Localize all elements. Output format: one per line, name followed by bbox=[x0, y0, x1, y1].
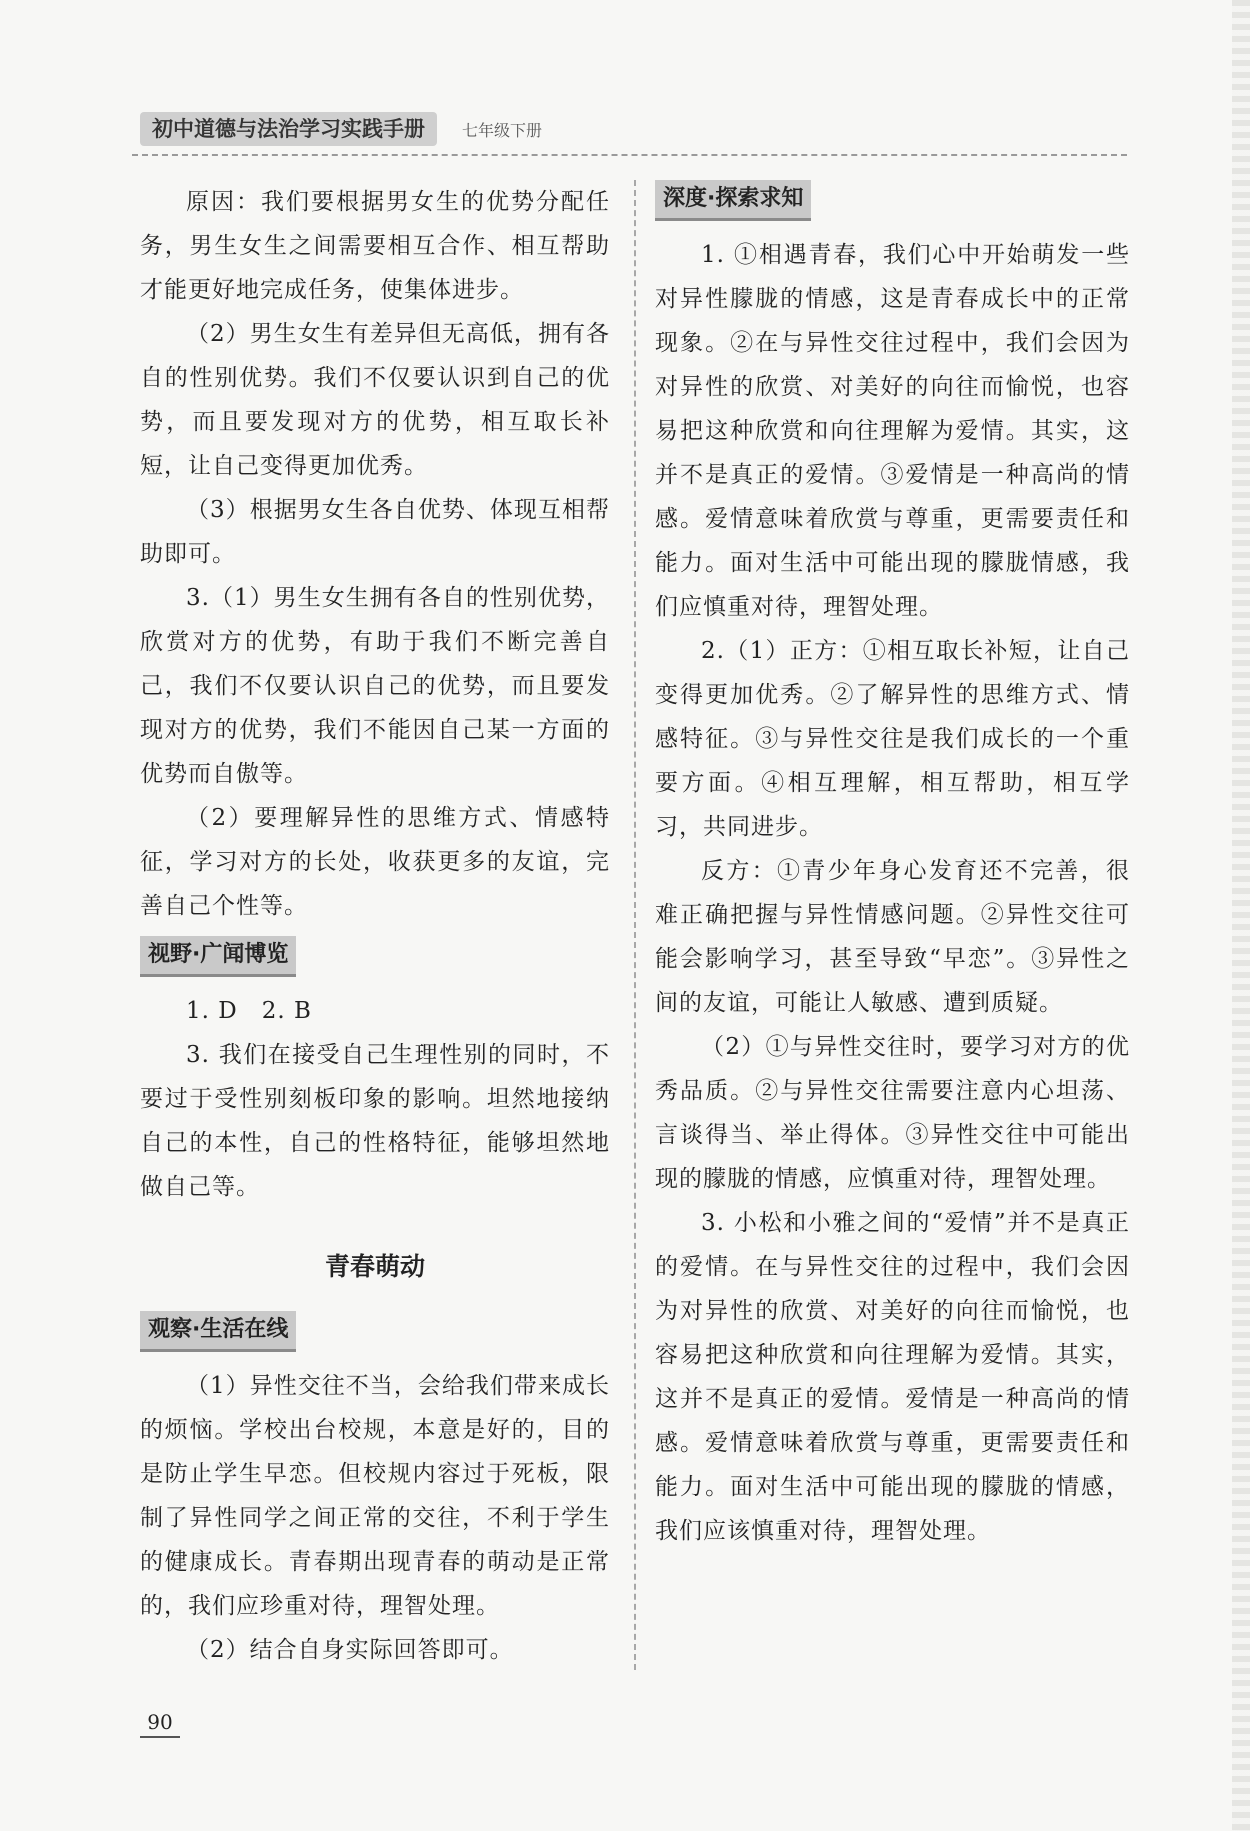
answer-paragraph: 1. D 2. B bbox=[186, 998, 312, 1024]
page-number: 90 bbox=[140, 1708, 180, 1738]
answer-paragraph: （3）根据男女生各自优势、体现互相帮助即可。 bbox=[140, 497, 610, 567]
answer-paragraph: 反方：①青少年身心发育还不完善，很难正确把握与异性情感问题。②异性交往可能会影响学习，甚至导致“早恋”。③异性之间的友谊，可能让人敏感、遭到质疑。 bbox=[655, 858, 1130, 1016]
page-header bbox=[132, 108, 1127, 156]
answer-paragraph: （2）①与异性交往时，要学习对方的优秀品质。②与异性交往需要注意内心坦荡、言谈得当、举止得体。③异性交往中可能出现的朦胧的情感，应慎重对待，理智处理。 bbox=[655, 1034, 1130, 1192]
right-column bbox=[655, 180, 1130, 1553]
answer-paragraph: 2.（1）正方：①相互取长补短，让自己变得更加优秀。②了解异性的思维方式、情感特征。③与异性交往是我们成长的一个重要方面。④相互理解，相互帮助，相互学习，共同进步。 bbox=[655, 638, 1130, 840]
answer-paragraph: 3. 小松和小雅之间的“爱情”并不是真正的爱情。在与异性交往的过程中，我们会因为对异性的欣赏、对美好的向往而愉悦，也容易把这种欣赏和向往理解为爱情。其实，这并不是真正的爱情。爱情是一种高尚的情感。爱情意味着欣赏与尊重，更需要责任和能力。面对生活中可能出现的朦胧的情感，我们应该慎重对待，理智处理。 bbox=[655, 1210, 1130, 1544]
answer-paragraph: 3.（1）男生女生拥有各自的性别优势，欣赏对方的优势，有助于我们不断完善自己，我们不仅要认识自己的优势，而且要发现对方的优势，我们不能因自己某一方面的优势而自傲等。 bbox=[140, 585, 610, 787]
answer-paragraph: 原因：我们要根据男女生的优势分配任务，男生女生之间需要相互合作、相互帮助才能更好地完成任务，使集体进步。 bbox=[140, 189, 610, 303]
answer-paragraph: （2）男生女生有差异但无高低，拥有各自的性别优势。我们不仅要认识到自己的优势，而且要发现对方的优势，相互取长补短，让自己变得更加优秀。 bbox=[140, 321, 610, 479]
section-heading-observe: 观察·生活在线 bbox=[140, 1311, 296, 1352]
chapter-title: 青春萌动 bbox=[324, 1252, 425, 1281]
section-heading-vision: 视野·广闻博览 bbox=[140, 936, 296, 977]
left-column bbox=[140, 180, 610, 1672]
answer-paragraph: 3. 我们在接受自己生理性别的同时，不要过于受性别刻板印象的影响。坦然地接纳自己的本性，自己的性格特征，能够坦然地做自己等。 bbox=[140, 1042, 610, 1200]
section-heading-explore: 深度·探索求知 bbox=[655, 180, 811, 221]
column-divider bbox=[634, 180, 636, 1670]
answer-paragraph: （2）要理解异性的思维方式、情感特征，学习对方的长处，收获更多的友谊，完善自己个性等。 bbox=[140, 805, 610, 919]
book-subtitle: 七年级下册 bbox=[462, 121, 543, 140]
page-edge bbox=[1232, 0, 1250, 1831]
answer-paragraph: （1）异性交往不当，会给我们带来成长的烦恼。学校出台校规，本意是好的，目的是防止学生早恋。但校规内容过于死板，限制了异性同学之间正常的交往，不利于学生的健康成长。青春期出现青春的萌动是正常的，我们应珍重对待，理智处理。 bbox=[140, 1373, 610, 1619]
book-title: 初中道德与法治学习实践手册 bbox=[140, 112, 437, 146]
answer-paragraph: 1. ①相遇青春，我们心中开始萌发一些对异性朦胧的情感，这是青春成长中的正常现象。②在与异性交往过程中，我们会因为对异性的欣赏、对美好的向往而愉悦，也容易把这种欣赏和向往理解为爱情。其实，这并不是真正的爱情。③爱情是一种高尚的情感。爱情意味着欣赏与尊重，更需要责任和能力。面对生活中可能出现的朦胧情感，我们应慎重对待，理智处理。 bbox=[655, 242, 1130, 620]
answer-paragraph: （2）结合自身实际回答即可。 bbox=[186, 1637, 514, 1663]
